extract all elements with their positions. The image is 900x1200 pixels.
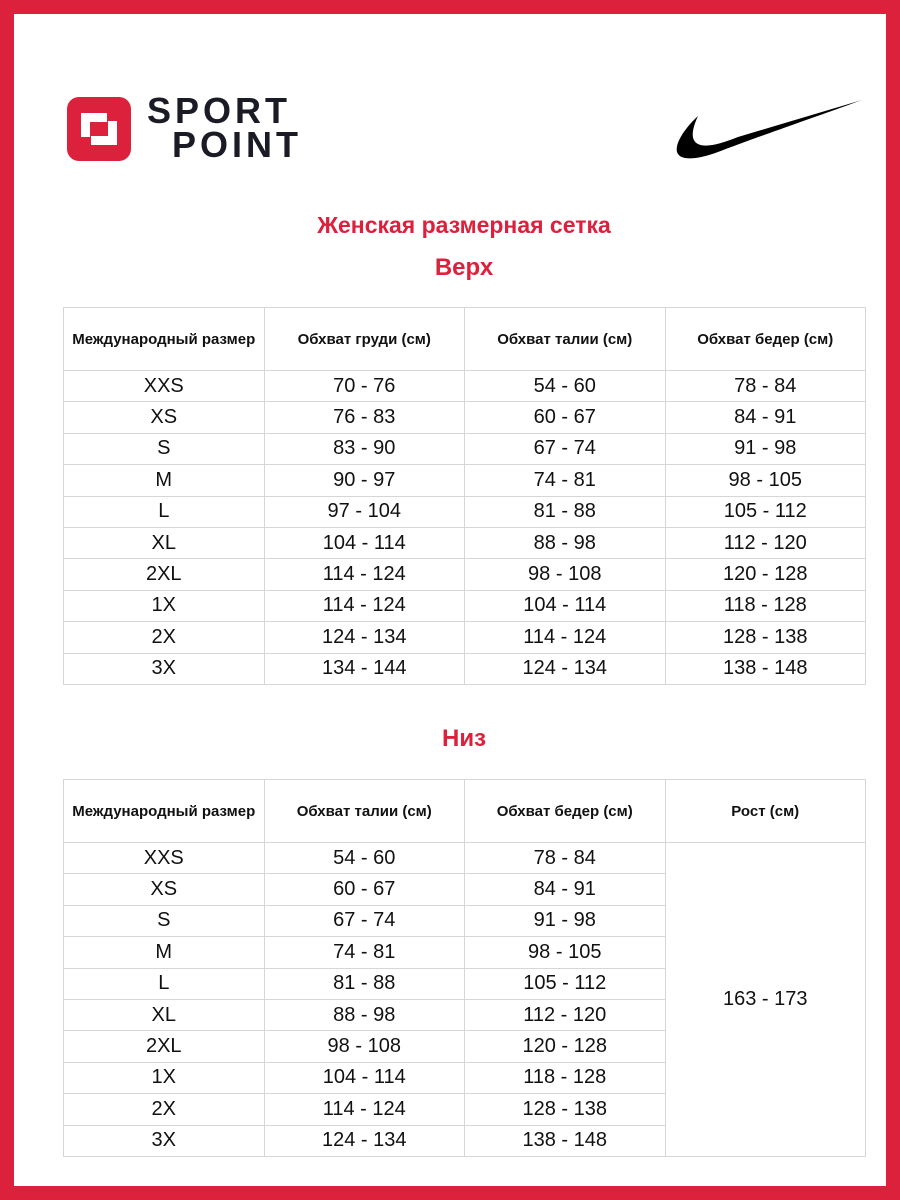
size-cell: 3X [64,653,265,684]
hips-cell: 120 - 128 [665,559,866,590]
waist-cell: 124 - 134 [264,1125,465,1156]
sport-point-logo-icon [67,97,131,161]
table-header-row [64,308,866,371]
hips-cell: 112 - 120 [665,527,866,558]
waist-cell: 104 - 114 [264,1062,465,1093]
waist-cell: 104 - 114 [465,590,666,621]
height-cell: 163 - 173 [665,843,866,1157]
waist-cell: 67 - 74 [465,433,666,464]
top-section-title: Верх [434,254,494,281]
hips-cell: 128 - 138 [465,1094,666,1125]
table-row [64,622,866,653]
header-waist: Обхват талии (см) [465,308,666,371]
bottom-size-table [63,779,866,1157]
waist-cell: 114 - 124 [264,1094,465,1125]
table-row [64,371,866,402]
table-row [64,433,866,464]
hips-cell: 98 - 105 [665,465,866,496]
size-cell: XS [64,402,265,433]
chest-cell: 104 - 114 [264,527,465,558]
size-cell: L [64,496,265,527]
waist-cell: 124 - 134 [465,653,666,684]
table-row [64,559,866,590]
waist-cell: 54 - 60 [264,843,465,874]
chest-cell: 70 - 76 [264,371,465,402]
size-cell: M [64,465,265,496]
size-cell: XS [64,874,265,905]
size-cell: 2X [64,1094,265,1125]
hips-cell: 91 - 98 [665,433,866,464]
chest-cell: 97 - 104 [264,496,465,527]
table-row [64,653,866,684]
hips-cell: 78 - 84 [665,371,866,402]
size-cell: XL [64,527,265,558]
waist-cell: 98 - 108 [465,559,666,590]
hips-cell: 84 - 91 [665,402,866,433]
waist-cell: 88 - 98 [465,527,666,558]
waist-cell: 60 - 67 [264,874,465,905]
header-international-size: Международный размер [64,780,265,843]
waist-cell: 114 - 124 [465,622,666,653]
nike-swoosh-icon [674,96,864,166]
hips-cell: 118 - 128 [665,590,866,621]
header-chest: Обхват груди (см) [264,308,465,371]
page-title: Женская размерная сетка [317,212,611,238]
size-cell: 2XL [64,559,265,590]
hips-cell: 78 - 84 [465,843,666,874]
table-header-row [64,780,866,843]
waist-cell: 74 - 81 [264,937,465,968]
chest-cell: 134 - 144 [264,653,465,684]
table-row [64,843,866,874]
waist-cell: 81 - 88 [465,496,666,527]
hips-cell: 118 - 128 [465,1062,666,1093]
size-cell: 2X [64,622,265,653]
table-row [64,465,866,496]
header-international-size: Международный размер [64,308,265,371]
hips-cell: 98 - 105 [465,937,666,968]
waist-cell: 67 - 74 [264,905,465,936]
size-cell: 3X [64,1125,265,1156]
hips-cell: 138 - 148 [665,653,866,684]
top-size-table [63,307,866,685]
size-cell: XXS [64,371,265,402]
waist-cell: 60 - 67 [465,402,666,433]
hips-cell: 128 - 138 [665,622,866,653]
header-hips: Обхват бедер (см) [665,308,866,371]
hips-cell: 120 - 128 [465,1031,666,1062]
header-height: Рост (см) [665,780,866,843]
waist-cell: 88 - 98 [264,999,465,1030]
header-hips: Обхват бедер (см) [465,780,666,843]
size-cell: XXS [64,843,265,874]
chest-cell: 114 - 124 [264,590,465,621]
bottom-section-title: Низ [441,725,486,752]
size-cell: XL [64,999,265,1030]
chest-cell: 83 - 90 [264,433,465,464]
hips-cell: 138 - 148 [465,1125,666,1156]
waist-cell: 54 - 60 [465,371,666,402]
brand-name [147,90,303,165]
size-cell: S [64,433,265,464]
brand-line-1: SPORT [147,90,292,131]
chest-cell: 90 - 97 [264,465,465,496]
size-cell: L [64,968,265,999]
size-cell: 1X [64,590,265,621]
waist-cell: 81 - 88 [264,968,465,999]
hips-cell: 105 - 112 [665,496,866,527]
chest-cell: 76 - 83 [264,402,465,433]
hips-cell: 112 - 120 [465,999,666,1030]
hips-cell: 91 - 98 [465,905,666,936]
table-row [64,527,866,558]
table-row [64,402,866,433]
waist-cell: 74 - 81 [465,465,666,496]
table-row [64,590,866,621]
chest-cell: 114 - 124 [264,559,465,590]
hips-cell: 105 - 112 [465,968,666,999]
header-waist: Обхват талии (см) [264,780,465,843]
brand-line-2: POINT [172,124,303,165]
chest-cell: 124 - 134 [264,622,465,653]
size-cell: M [64,937,265,968]
size-cell: S [64,905,265,936]
table-row [64,496,866,527]
size-cell: 2XL [64,1031,265,1062]
size-cell: 1X [64,1062,265,1093]
hips-cell: 84 - 91 [465,874,666,905]
waist-cell: 98 - 108 [264,1031,465,1062]
